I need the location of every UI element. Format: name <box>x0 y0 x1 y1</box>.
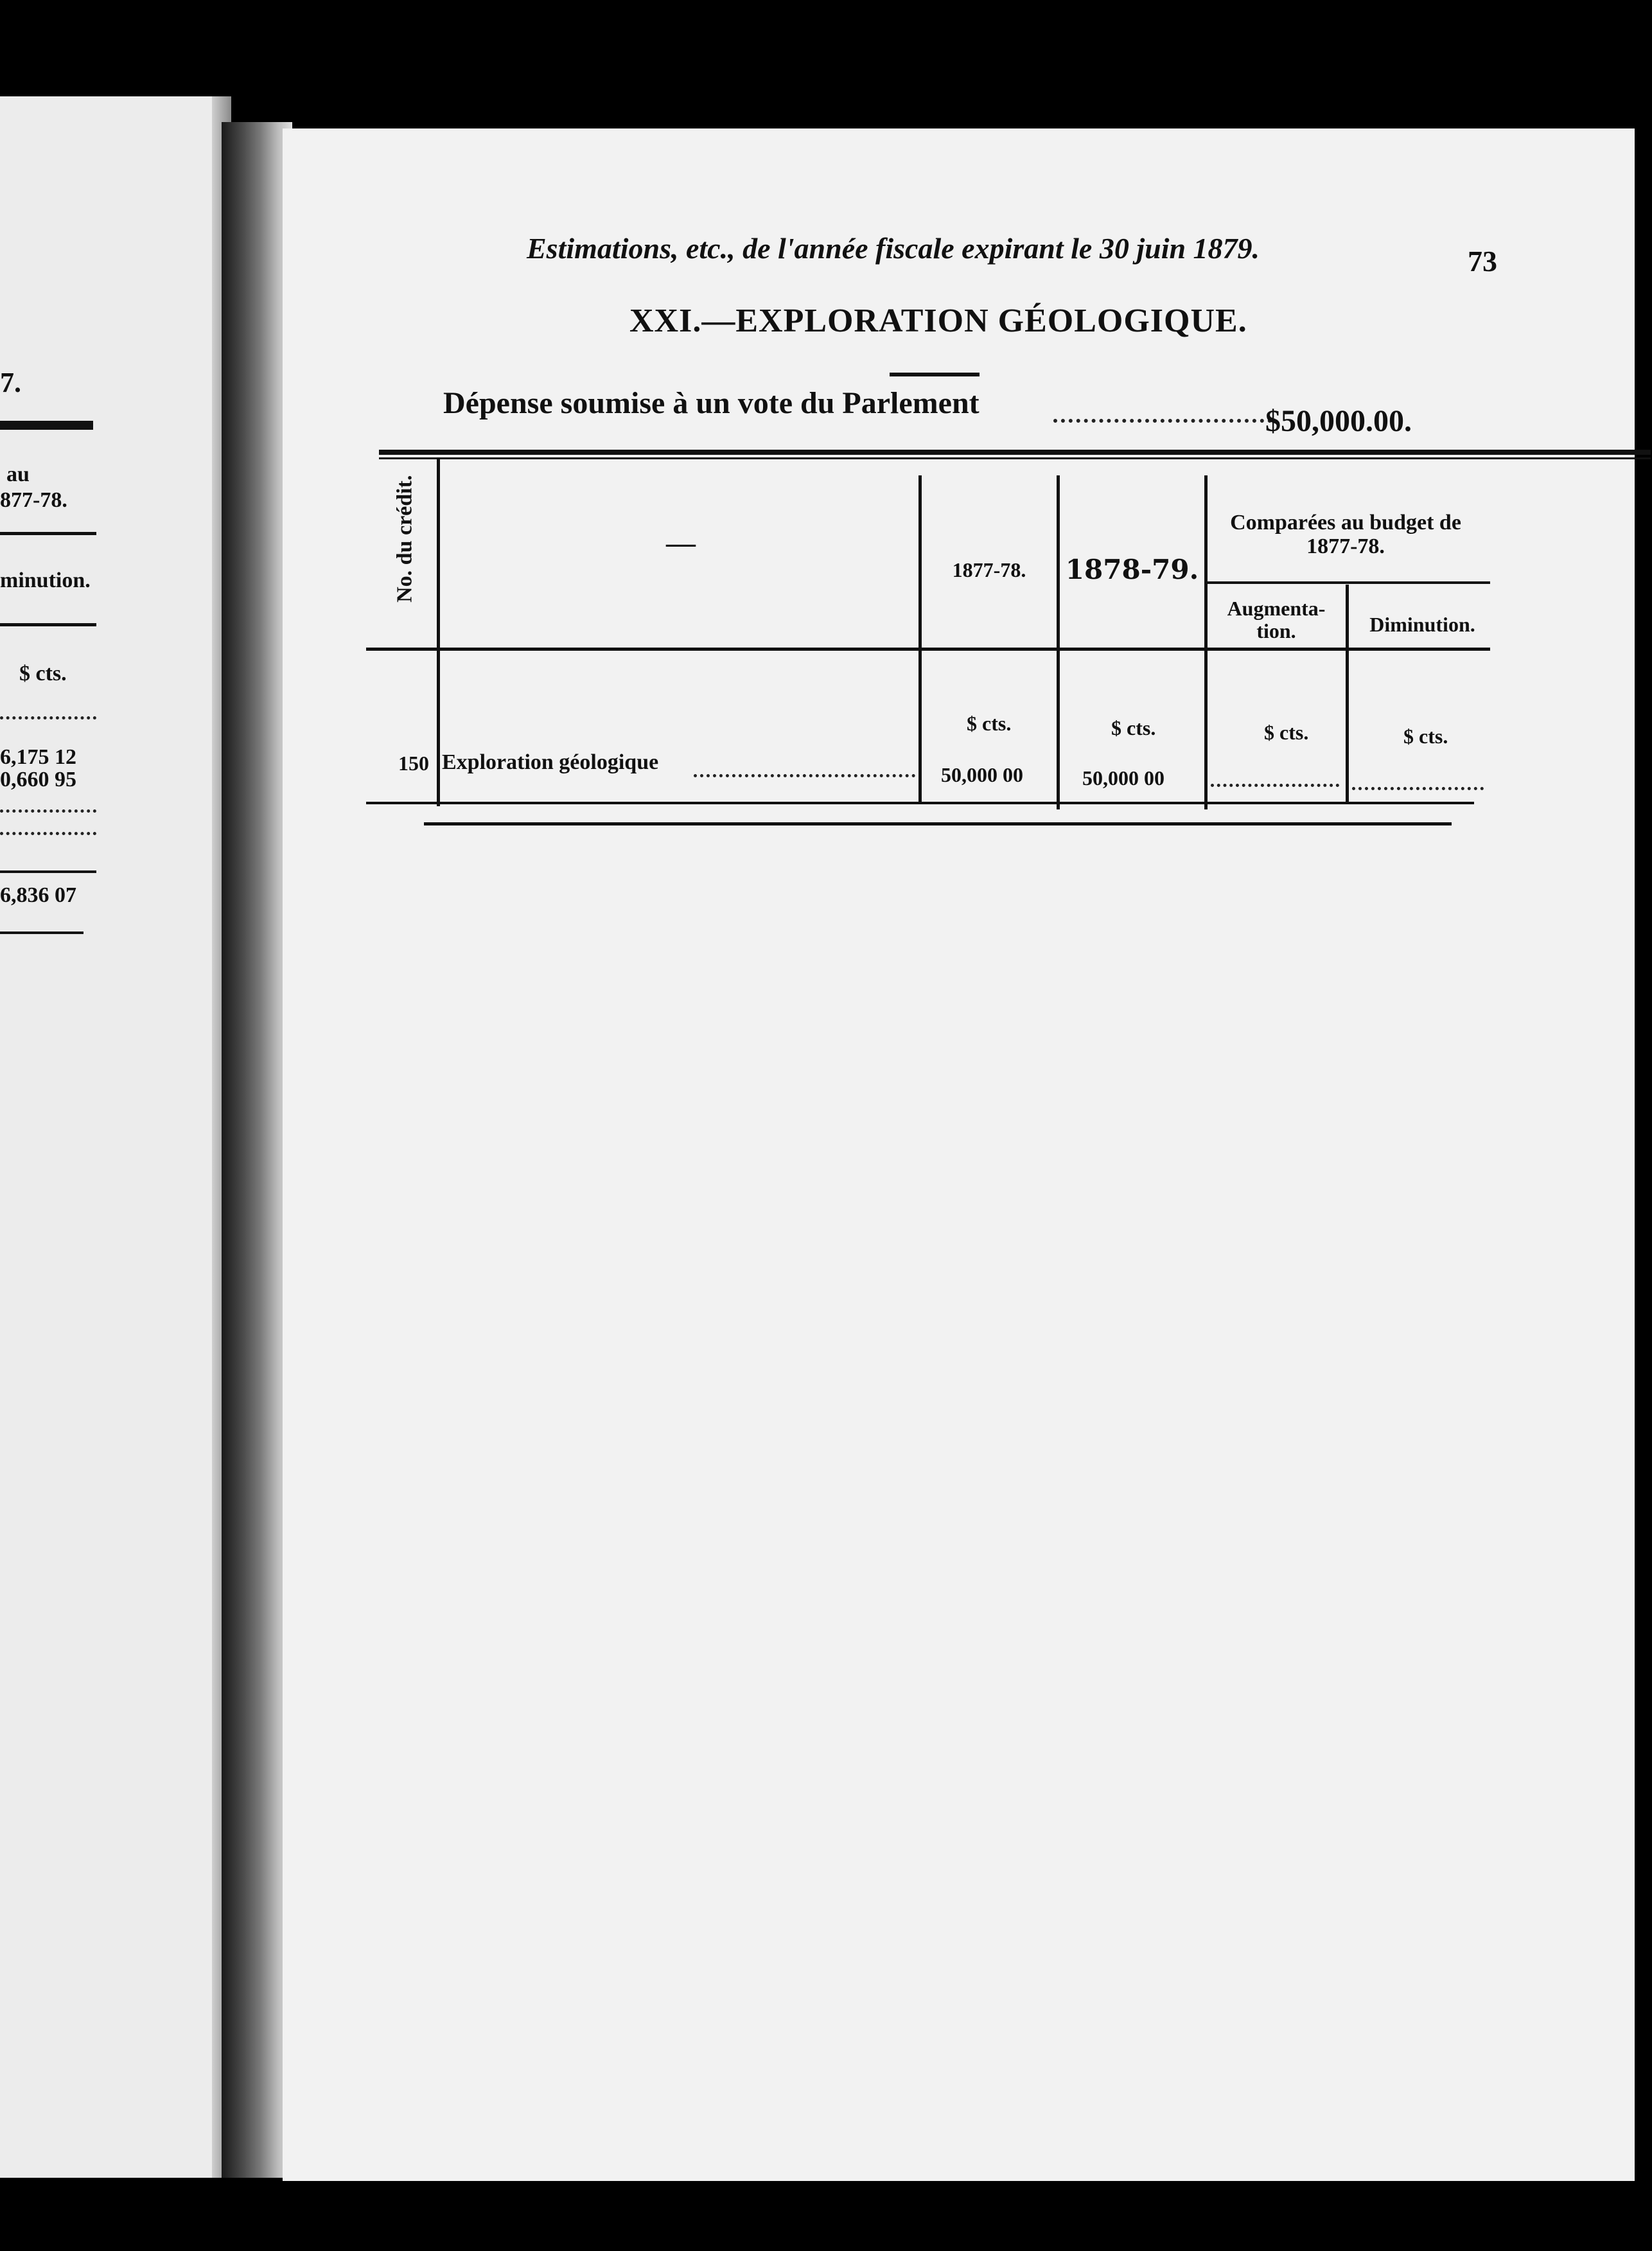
header-1878-79: 1878-79. <box>1065 554 1199 585</box>
row-leader-dots <box>694 774 915 777</box>
left-page-line: minution. <box>0 569 91 592</box>
vote-amount: $50,000.00. <box>1265 404 1412 438</box>
left-page-line: 0,660 95 <box>0 768 76 791</box>
closing-rule <box>424 822 1452 825</box>
left-page-dots <box>0 809 96 813</box>
left-page-rule <box>0 421 93 430</box>
header-1877-78: 1877-78. <box>952 558 1026 581</box>
header-augmentation: Augmenta-tion. <box>1227 597 1326 643</box>
col-divider <box>918 475 922 803</box>
right-page <box>283 128 1635 2181</box>
col-divider <box>1057 475 1060 809</box>
title-rule <box>890 373 980 376</box>
header-description: — <box>666 526 696 559</box>
section-title: XXI.—EXPLORATION GÉOLOGIQUE. <box>629 303 1247 339</box>
compared-divider <box>1208 581 1490 584</box>
left-page-line: 6,836 07 <box>0 883 76 907</box>
left-page-line: $ cts. <box>19 662 67 685</box>
left-page-dots <box>0 832 96 835</box>
row-1877-78: 50,000 00 <box>941 763 1023 786</box>
left-page-line: au <box>6 463 30 486</box>
left-page-rule <box>0 931 83 934</box>
row-description: Exploration géologique <box>442 750 659 774</box>
left-page-rule <box>0 870 96 873</box>
col-divider <box>437 459 440 806</box>
left-page-line: 6,175 12 <box>0 745 76 769</box>
row-augmentation-dots <box>1211 784 1339 787</box>
vote-leader-dots <box>1053 419 1272 423</box>
unit-label: $ cts. <box>1264 721 1309 744</box>
table-top-rule <box>379 450 1651 455</box>
left-page-rule <box>0 532 96 535</box>
running-head: Estimations, etc., de l'année fiscale expirant le 30 juin 1879. <box>527 232 1260 265</box>
header-bottom-rule <box>366 648 1490 651</box>
left-page-line: 877-78. <box>0 488 67 512</box>
unit-label: $ cts. <box>967 712 1012 735</box>
left-page-rule <box>0 623 96 626</box>
unit-label: $ cts. <box>1403 725 1448 748</box>
vote-label: Dépense soumise à un vote du Parlement <box>443 386 980 420</box>
row-1878-79: 50,000 00 <box>1082 766 1164 790</box>
unit-label: $ cts. <box>1111 716 1156 739</box>
table-top-rule-thin <box>379 457 1651 459</box>
header-credit-no: No. du crédit. <box>392 475 417 603</box>
header-compared: Comparées au budget de 1877-78. <box>1230 511 1461 559</box>
left-page-dots <box>0 716 96 719</box>
binding-gutter <box>222 122 292 2178</box>
page-number: 73 <box>1468 245 1497 278</box>
left-page <box>0 96 231 2178</box>
row-diminution-dots <box>1352 787 1484 790</box>
col-divider <box>1204 475 1208 809</box>
row-credit-no: 150 <box>398 752 429 775</box>
header-diminution: Diminution. <box>1369 613 1475 636</box>
left-page-line: 7. <box>0 367 21 398</box>
col-divider <box>1346 585 1349 803</box>
